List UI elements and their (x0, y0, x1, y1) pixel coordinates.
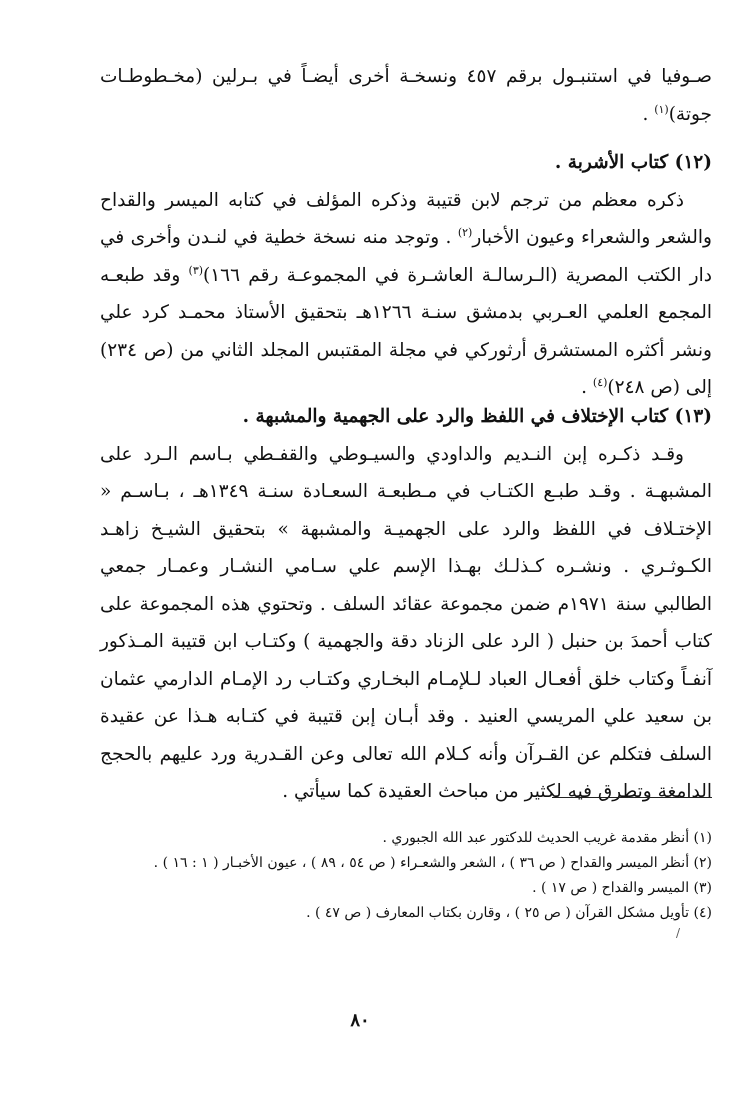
footnotes (100, 826, 712, 926)
paragraph-text: وقد طبعـه المجمع العلمي العـربي بدمشق سنـة ١٢٦٦هـ بتحقيق الأستاذ محمـد كرد علي ونشر أكثره المستشرق أرثوركي في مجلة المقتبس المجلد الثاني من (ص ٢٣٤) إلى (ص ٢٤٨) (100, 264, 712, 398)
footnote-ref: (١) (654, 102, 669, 116)
paragraph-text: ذكره معظم من ترجم لابن قتيبة وذكره المؤلف في كتابه الميسر والقداح والشعر والشعراء وعيون الأخبار (100, 189, 712, 248)
footnote: (١) أنظر مقدمة غريب الحديث للدكتور عبد الله الجبوري . (382, 830, 712, 846)
footnote-ref: (٢) (457, 225, 473, 239)
margin-tick-mark: / (676, 926, 681, 940)
page-number: ٨٠ (350, 1010, 370, 1031)
section-paragraph (100, 182, 712, 407)
footnote-ref: (٣) (188, 263, 204, 277)
footnote-divider (552, 797, 712, 798)
paragraph-text: . وتوجد منه نسخة خطية في لنـدن وأخرى في دار الكتب المصرية (الـرسالـة العاشـرة في المجموعـة رقم ١٦٦) (100, 227, 712, 286)
paragraph-text: جوتة) (668, 103, 712, 125)
section-13 (100, 398, 712, 811)
section-12 (100, 144, 712, 407)
footnote-ref: (٤) (592, 375, 608, 389)
footnote: (٣) الميسر والقداح ( ص ١٧ ) . (532, 880, 712, 896)
continued-paragraph (100, 58, 712, 133)
section-heading: (١٣) كتاب الإختلاف في اللفظ والرد على الجهمية والمشبهة . (242, 406, 712, 427)
footnote: (٢) أنظر الميسر والقداح ( ص ٣٦ ) ، الشعر والشعـراء ( ص ٥٤ ، ٨٩ ) ، عيون الأخبـار ( ١ : ١٦ ) . (153, 855, 712, 871)
paragraph-line (100, 58, 712, 133)
section-heading: (١٢) كتاب الأشربة . (554, 152, 712, 173)
paragraph-text: . (642, 103, 655, 125)
paragraph-text: صـوفيا في استنبـول برقم ٤٥٧ ونسخـة أخرى أيضـاً في بـرلين (مخـطوطـات (100, 66, 712, 87)
footnote: (٤) تأويل مشكل القرآن ( ص ٢٥ ) ، وقارن بكتاب المعارف ( ص ٤٧ ) . (306, 905, 712, 921)
paragraph-text: . (581, 377, 593, 398)
section-paragraph: وقـد ذكـره إبن النـديم والداودي والسيـوطي والقفـطي بـاسم الـرد على المشبهـة . وقـد طبـع الكتـاب في مـطبعـة السعـادة سنـة ١٣٤٩هـ ، بـاسـم « الإختـلاف في اللفظ والرد على الجهميـة والمشبهة » بتحقيق الشيـخ زاهـد الكـوثـري . ونشـره كـذلـك بهـذا الإسم علي سـامي النشـار وعمـار جمعي الطالبي سنة ١٩٧١م ضمن مجموعة عقائد السلف . وتحتوي هذه المجموعة على كتاب أحمدَ بن حنبل ( الرد على الزناد دقة والجهمية ) وكتـاب ابن قتيبة المـذكور آنفـاً وكتاب خلق أفعـال العباد لـلإمـام البخـاري وكتـاب رد الإمـام الدارمي عثمان بن سعيد علي المريسي العنيد . وقد أبـان إبن قتيبة في كتـابه هـذا عن عقيدة السلف فتكلم عن القـرآن وأنه كـلام الله تعالى وعن القـدرية ورد عليهم بالحجج الدامغة وتطرق فيه لكثير من مباحث العقيدة كما سيأتي . (100, 443, 712, 802)
